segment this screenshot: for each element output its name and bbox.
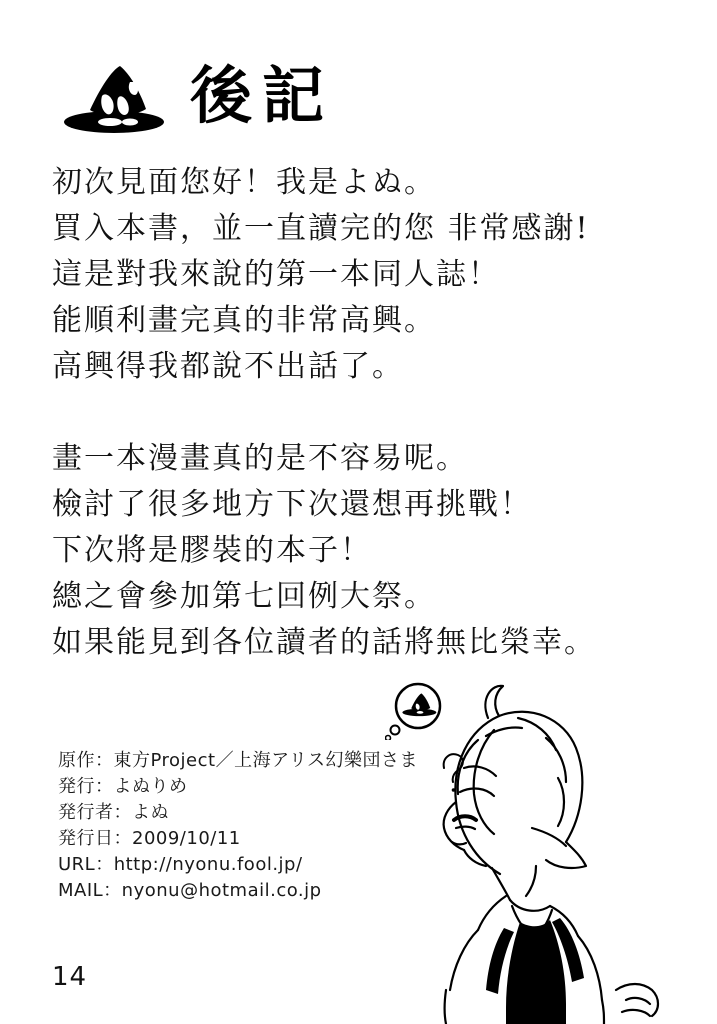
colophon-block bbox=[58, 748, 438, 904]
colophon-line-url: URL：http://nyonu.fool.jp/ bbox=[58, 854, 303, 875]
text-line: 這是對我來說的第一本同人誌！ bbox=[52, 257, 500, 292]
text-line: 能順利畫完真的非常高興。 bbox=[52, 303, 436, 338]
text-line: 如果能見到各位讀者的話將無比榮幸。 bbox=[52, 625, 596, 660]
text-line: 檢討了很多地方下次還想再挑戰！ bbox=[52, 487, 532, 522]
colophon-line-mail: MAIL：nyonu@hotmail.co.jp bbox=[58, 880, 322, 901]
page-title: 後記 bbox=[190, 59, 335, 132]
paragraph-2 bbox=[52, 436, 692, 666]
page-header bbox=[0, 30, 717, 132]
thought-bubble bbox=[385, 682, 451, 740]
colophon-line-circle: 発行：よぬりめ bbox=[58, 776, 188, 797]
text-line: 高興得我都說不出話了。 bbox=[52, 349, 404, 384]
colophon-line-publisher: 発行者：よぬ bbox=[58, 802, 169, 823]
text-line: 下次將是膠裝的本子！ bbox=[52, 533, 372, 568]
witch-hat-silhouette-icon bbox=[60, 62, 168, 134]
text-line: 初次見面您好！我是よぬ。 bbox=[52, 165, 436, 200]
colophon-line-original-work: 原作：東方Project／上海アリス幻樂団さま bbox=[58, 750, 419, 771]
colophon-line-date: 発行日：2009/10/11 bbox=[58, 828, 241, 849]
text-line: 買入本書，並一直讀完的您 非常感謝! bbox=[52, 211, 590, 246]
paragraph-1 bbox=[52, 160, 692, 390]
text-line: 畫一本漫畫真的是不容易呢。 bbox=[52, 441, 468, 476]
page-number: 14 bbox=[52, 962, 88, 992]
afterword-body bbox=[52, 160, 692, 666]
text-line: 總之會參加第七回例大祭。 bbox=[52, 579, 436, 614]
